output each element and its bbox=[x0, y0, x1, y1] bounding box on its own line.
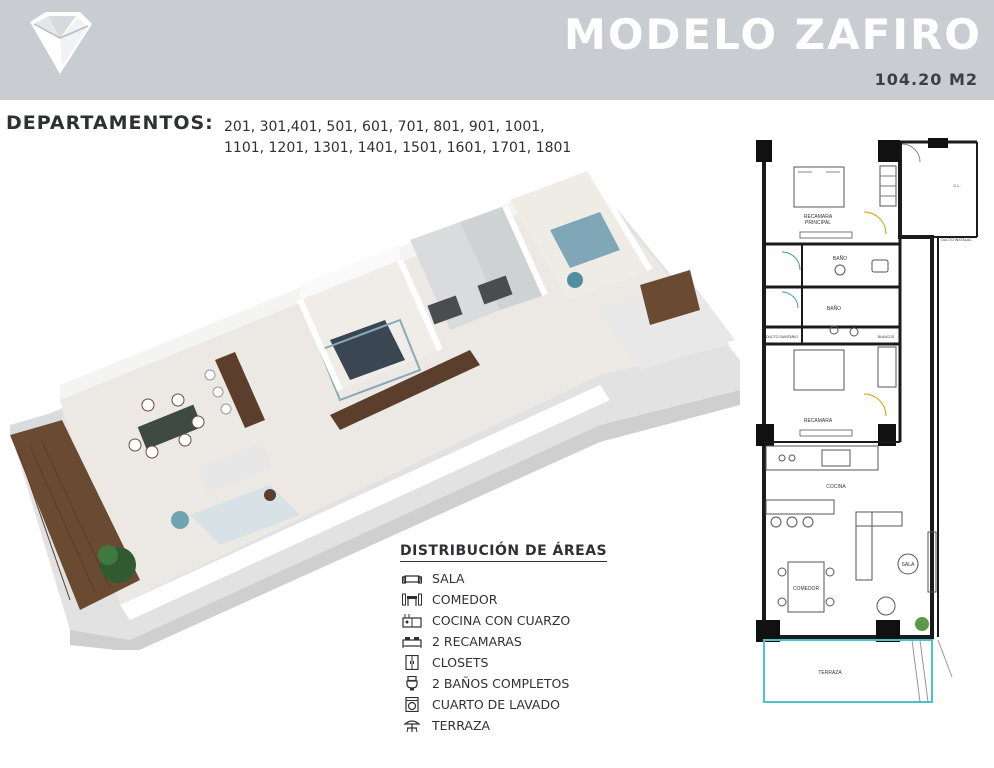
legend-item-banos bbox=[400, 673, 660, 694]
legend-label: CLOSETS bbox=[432, 655, 489, 670]
departamentos-list-line-2: 1101, 1201, 1301, 1401, 1501, 1601, 1701, 1801 bbox=[224, 140, 572, 156]
terrace-icon bbox=[402, 718, 422, 733]
legend-label: SALA bbox=[432, 571, 465, 586]
closet-icon bbox=[402, 655, 422, 670]
diamond-logo-icon bbox=[24, 8, 96, 80]
toilet-icon bbox=[402, 676, 422, 691]
legend-title: DISTRIBUCIÓN DE ÁREAS bbox=[400, 543, 607, 562]
sofa-icon bbox=[402, 571, 422, 586]
model-title: MODELO ZAFIRO bbox=[564, 10, 982, 59]
legend-item-lavado bbox=[400, 694, 660, 715]
bed-icon bbox=[402, 634, 422, 649]
legend-label: CUARTO DE LAVADO bbox=[432, 697, 560, 712]
plan-label-blancos: BLANCOS bbox=[877, 335, 895, 339]
washer-icon bbox=[402, 697, 422, 712]
floor-plan-2d bbox=[752, 132, 984, 710]
plan-label-cl: C.L. bbox=[953, 183, 961, 188]
plan-label-bano-2: BAÑO bbox=[826, 306, 842, 312]
dining-table-icon bbox=[402, 592, 422, 607]
legend-item-closets bbox=[400, 652, 660, 673]
plan-label-sala: SALA bbox=[901, 562, 915, 568]
plan-label-ducto-instalaciones: DUCTO INSTALAC. bbox=[941, 238, 973, 242]
header-banner bbox=[0, 0, 994, 100]
legend-label: 2 BAÑOS COMPLETOS bbox=[432, 676, 570, 691]
plan-kitchen-island bbox=[766, 500, 834, 514]
plan-label-principal: PRINCIPAL bbox=[804, 220, 832, 226]
legend-item-cocina bbox=[400, 610, 660, 631]
area-distribution-legend bbox=[400, 542, 660, 736]
plan-bed-1 bbox=[794, 167, 844, 207]
plan-label-cocina: COCINA bbox=[826, 484, 846, 490]
plan-label-recamara-principal: RECAMARA bbox=[803, 214, 833, 220]
legend-label: 2 RECAMARAS bbox=[432, 634, 522, 649]
plan-label-bano-1: BAÑO bbox=[832, 256, 848, 262]
legend-item-comedor bbox=[400, 589, 660, 610]
kitchen-icon bbox=[402, 613, 422, 628]
plan-closet bbox=[878, 347, 896, 387]
plan-bed-2 bbox=[794, 350, 844, 390]
legend-label: COMEDOR bbox=[432, 592, 498, 607]
legend-item-terraza bbox=[400, 715, 660, 736]
legend-item-recamaras bbox=[400, 631, 660, 652]
plan-label-terraza: TERRAZA bbox=[818, 670, 842, 676]
departamentos-label: DEPARTAMENTOS: bbox=[6, 112, 214, 134]
model-area: 104.20 M2 bbox=[874, 70, 978, 89]
legend-label: TERRAZA bbox=[432, 718, 491, 733]
plan-terrace bbox=[764, 640, 932, 702]
departamentos-list-line-1: 201, 301,401, 501, 601, 701, 801, 901, 1001, bbox=[224, 119, 545, 135]
plan-label-recamara: RECAMARA bbox=[803, 418, 833, 424]
legend-item-sala bbox=[400, 568, 660, 589]
plan-label-ducto-sanitario: DUCTO SANITARIO bbox=[766, 335, 798, 339]
plan-label-comedor: COMEDOR bbox=[792, 586, 820, 592]
plan-sofa bbox=[856, 512, 872, 580]
legend-label: COCINA CON CUARZO bbox=[432, 613, 571, 628]
